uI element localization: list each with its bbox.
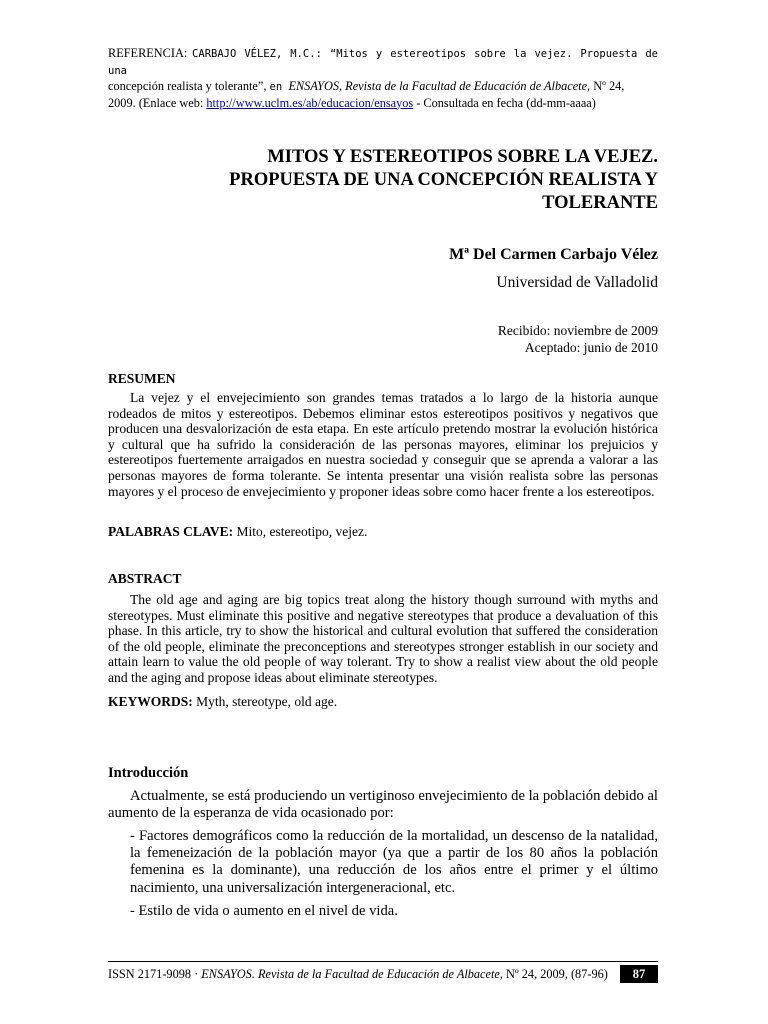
palabras-clave-label: PALABRAS CLAVE: <box>108 524 234 539</box>
palabras-clave <box>108 524 367 540</box>
title-line-2: PROPUESTA DE UNA CONCEPCIÓN REALISTA Y <box>229 170 658 190</box>
reference-title: “Mitos y estereotipos sobre la vejez. Propuesta de una <box>108 48 658 77</box>
author-name: Mª Del Carmen Carbajo Vélez <box>449 246 658 263</box>
footer-rule <box>108 961 658 962</box>
reference-journal: ENSAYOS, Revista de la Facultad de Educación de Albacete, <box>288 79 591 93</box>
reference-line2-end: Nº 24, <box>590 79 625 93</box>
introduccion-heading: Introducción <box>108 765 189 781</box>
received-date: Recibido: noviembre de 2009 <box>497 323 658 338</box>
footer-issn: ISSN 2171-9098 · <box>108 967 202 981</box>
resumen-text: La vejez y el envejecimiento son grandes temas tratados a lo largo de la historia aunque rodeados de mitos y estereotipos. Debemos eliminar estos estereotipos positivos y negativos que producen una desvalorización de esta etapa. En este artículo pretendo mostrar la evolución histórica y cultural que ha sufrido la consideración de las personas mayores, eliminar los prejuicios y estereotipos fuertemente arraigados en nuestra sociedad y conseguir que se aprenda a valorar a las personas mayores de forma tolerante. Se intenta presentar una visión realista sobre las personas mayores y el proceso de envejecimiento y proponer ideas sobre como hacer frente a los estereotipos. <box>108 390 658 499</box>
reference-link[interactable]: http://www.uclm.es/ab/educacion/ensayos <box>206 95 414 110</box>
introduccion-bullet-2: - Estilo de vida o aumento en el nivel de vida. <box>130 903 398 919</box>
introduccion-text: Actualmente, se está produciendo un vertiginoso envejecimiento de la población debido al aumento de la esperanza de vida ocasionado por: <box>108 788 658 822</box>
keywords-values: Myth, stereotype, old age. <box>192 694 338 709</box>
reference-block <box>108 46 658 111</box>
introduccion-bullet-1: - Factores demográficos como la reducción de la mortalidad, un descenso de la natalidad, la femeneización de la población mayor (ya que a partir de los 80 años la población femenina es la dominante), una reducción de los años entre el primer y el último nacimiento, una universalización intergeneracional, etc. <box>130 828 658 896</box>
page-number: 87 <box>620 965 658 983</box>
accepted-date: Aceptado: junio de 2010 <box>524 340 658 355</box>
abstract-heading: ABSTRACT <box>108 571 182 586</box>
resumen-heading: RESUMEN <box>108 371 176 386</box>
reference-en: en <box>269 81 289 93</box>
reference-line3-start: 2009. (Enlace web: <box>108 95 207 110</box>
reference-line2-start: concepción realista y tolerante”, <box>108 79 270 93</box>
abstract-text: The old age and aging are big topics treat along the history though surround with myths and stereotypes. Must eliminate this positive and negative stereotypes that produce a devaluation of this phase. In this article, try to show the historical and cultural evolution that suffered the consideration of the old people, eliminate the preconceptions and stereotypes stronger establish in our society and attain learn to value the old people of way tolerant. Try to show a realist view about the old people and the aging and propose ideas about eliminate stereotypes. <box>108 592 658 685</box>
reference-line3-end: - Consultada en fecha (dd-mm-aaaa) <box>413 95 596 110</box>
footer-journal: ENSAYOS. Revista de la Facultad de Educación de Albacete <box>201 967 500 981</box>
dates-block <box>498 322 658 356</box>
title-line-3: TOLERANTE <box>542 193 658 213</box>
author-affiliation: Universidad de Valladolid <box>496 274 658 291</box>
title-line-1: MITOS Y ESTEREOTIPOS SOBRE LA VEJEZ. <box>267 147 658 167</box>
keywords <box>108 694 337 710</box>
reference-author: CARBAJO VÉLEZ, M.C.: <box>192 48 322 60</box>
paper-title <box>108 146 658 215</box>
footer-citation <box>108 967 608 982</box>
reference-label: REFERENCIA: <box>108 46 193 60</box>
palabras-clave-values: Mito, estereotipo, vejez. <box>233 524 368 539</box>
keywords-label: KEYWORDS: <box>108 694 193 709</box>
footer-rest: , Nº 24, 2009, (87-96) <box>499 967 608 981</box>
